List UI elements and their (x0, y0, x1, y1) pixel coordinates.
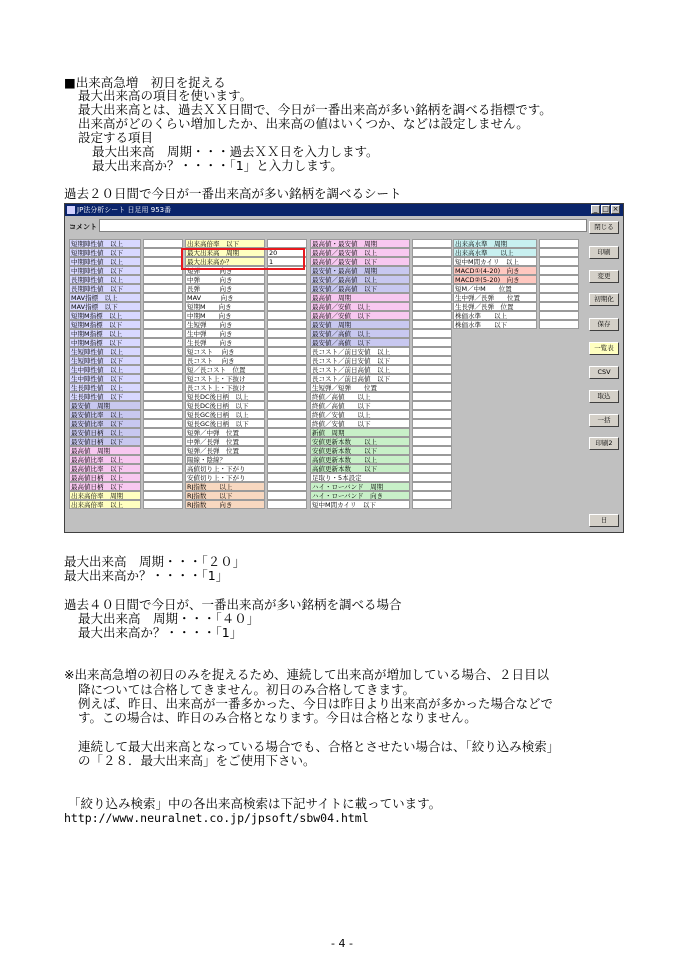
criteria-label: 生短陣性値 以上 (69, 347, 141, 356)
criteria-value-input[interactable] (539, 266, 579, 275)
figure-caption: 過去２０日間で今日が一番出来高が多い銘柄を調べるシート (64, 186, 402, 201)
criteria-label: 最高値 周期 (310, 293, 410, 302)
criteria-label: 生中陣性値 以上 (69, 365, 141, 374)
criteria-value-input[interactable] (267, 284, 307, 293)
criteria-label: 短期M指標 以下 (69, 320, 141, 329)
criteria-value-input[interactable] (143, 266, 183, 275)
criteria-value-input[interactable] (539, 248, 579, 257)
paragraph-line: 最大出来高 周期・・・過去ＸＸ日を入力します。 (92, 144, 379, 159)
criteria-label: 最高値・最安値 周期 (310, 239, 410, 248)
highlight-box (181, 248, 305, 270)
criteria-label: 中弾／長弾 位置 (185, 437, 265, 446)
criteria-value-input[interactable] (143, 383, 183, 392)
criteria-label: 最高値日柄 以下 (69, 482, 141, 491)
criteria-label: 終値／安値 以下 (310, 419, 410, 428)
criteria-value-input[interactable] (412, 248, 452, 257)
criteria-value-input[interactable] (412, 500, 452, 509)
criteria-label: 最安値／最高値 以上 (310, 275, 410, 284)
criteria-value-input[interactable] (412, 311, 452, 320)
criteria-label: 出来高水準 以上 (453, 248, 537, 257)
criteria-label: 最高値 周期 (69, 446, 141, 455)
criteria-value-input[interactable] (267, 446, 307, 455)
criteria-label: 株価水準 以下 (453, 320, 537, 329)
criteria-value-input[interactable] (143, 257, 183, 266)
criteria-value-input[interactable] (412, 293, 452, 302)
criteria-value-input[interactable] (412, 383, 452, 392)
criteria-value-input[interactable] (143, 428, 183, 437)
criteria-label: MACD①(4-20) 向き (453, 266, 537, 275)
criteria-label: 長弾 向き (185, 284, 265, 293)
note-line: ※出来高急増の初日のみを捉えるため、連続して出来高が増加している場合、２日目以 (64, 667, 549, 682)
minimize-icon[interactable]: _ (591, 205, 600, 214)
criteria-label: 最安値比率 以下 (69, 419, 141, 428)
criteria-label: 最高値比率 以上 (69, 455, 141, 464)
criteria-value-input[interactable] (143, 455, 183, 464)
criteria-value-input[interactable] (267, 464, 307, 473)
criteria-label: MACD②(5-20) 向き (453, 275, 537, 284)
app-button[interactable]: 保存 (589, 318, 619, 331)
criteria-label: 短期陣性値 以下 (69, 248, 141, 257)
paragraph-line: 出来高がどのくらい増加したか、出来高の値はいくつか、などは設定しません。 (78, 116, 529, 131)
criteria-value-input[interactable] (267, 329, 307, 338)
criteria-value-input[interactable] (412, 257, 452, 266)
criteria-label: ハイ・ローバンド 向き (310, 491, 410, 500)
criteria-value-input[interactable] (143, 311, 183, 320)
criteria-value-input[interactable] (143, 329, 183, 338)
criteria-value-input[interactable] (267, 320, 307, 329)
criteria-label: 短弾／長弾 位置 (185, 446, 265, 455)
criteria-label: 中期陣性値 以上 (69, 257, 141, 266)
criteria-value-input[interactable] (412, 275, 452, 284)
app-button[interactable]: 閉じる (589, 221, 619, 234)
criteria-value-input[interactable] (143, 302, 183, 311)
app-button[interactable]: 日 (589, 514, 619, 527)
criteria-value-input[interactable] (267, 293, 307, 302)
criteria-label: 終値／安値 以上 (310, 410, 410, 419)
app-button[interactable]: 印刷 (589, 246, 619, 259)
criteria-label: 最高値日柄 以上 (69, 473, 141, 482)
paragraph-line: 設定する項目 (78, 130, 154, 145)
criteria-label: 中弾 向き (185, 275, 265, 284)
criteria-label: 高値切り上・下がり (185, 464, 265, 473)
criteria-label: MAV指標 以上 (69, 293, 141, 302)
app-button[interactable]: 変更 (589, 270, 619, 283)
criteria-value-input[interactable] (267, 392, 307, 401)
example-title: 過去４０日間で今日が、一番出来高が多い銘柄を調べる場合 (64, 597, 402, 612)
criteria-label: 短弾 向き (185, 266, 265, 275)
criteria-label: 出来高水準 周期 (453, 239, 537, 248)
criteria-value-input[interactable] (539, 293, 579, 302)
criteria-value-input[interactable] (412, 374, 452, 383)
app-button[interactable]: 一覧表 (589, 342, 619, 355)
setting-line: 最大出来高か？・・・・「1」 (64, 568, 229, 583)
criteria-label: 陽線・陰線？ (185, 455, 265, 464)
note-line: 例えば、昨日、出来高が一番多かった、今日は昨日より出来高が多かった場合などで (78, 696, 554, 711)
criteria-label: 短コスト 向き (185, 347, 265, 356)
criteria-value-input[interactable] (143, 374, 183, 383)
criteria-label: RJ指数 以下 (185, 491, 265, 500)
criteria-value-input[interactable] (143, 500, 183, 509)
note-line: 降については合格してきません。初日のみ合格してきます。 (78, 682, 416, 697)
note-line: 連続して最大出来高となっている場合でも、合格とさせたい場合は、「絞り込み検索」 (78, 739, 560, 754)
paragraph-line: 最大出来高とは、過去ＸＸ日間で、今日が一番出来高が多い銘柄を調べる指標です。 (78, 102, 552, 117)
criteria-label: 生中弾 向き (185, 329, 265, 338)
criteria-value-input[interactable] (267, 239, 307, 248)
criteria-label: 中期M指標 以上 (69, 329, 141, 338)
criteria-label: 生長陣性値 以下 (69, 392, 141, 401)
comment-label: コメント (69, 223, 97, 231)
criteria-value-input[interactable] (143, 293, 183, 302)
criteria-label: 短長GC後日柄 以下 (185, 419, 265, 428)
criteria-value-input[interactable] (143, 338, 183, 347)
criteria-value-input[interactable] (267, 491, 307, 500)
criteria-label: 長コスト／前日高値 以上 (310, 365, 410, 374)
criteria-value-input[interactable] (412, 302, 452, 311)
criteria-label: 中期M 向き (185, 311, 265, 320)
criteria-value-input[interactable] (143, 464, 183, 473)
criteria-value-input[interactable] (539, 275, 579, 284)
criteria-value-input[interactable] (267, 428, 307, 437)
criteria-value-input[interactable] (267, 437, 307, 446)
comment-input[interactable] (99, 219, 587, 232)
criteria-value-input[interactable] (143, 473, 183, 482)
criteria-label: 短期陣性値 以上 (69, 239, 141, 248)
criteria-label: 生短弾 向き (185, 320, 265, 329)
criteria-label: 最高値／最安値 以上 (310, 248, 410, 257)
criteria-value-input[interactable] (267, 338, 307, 347)
criteria-value-input[interactable] (412, 239, 452, 248)
criteria-value-input[interactable] (143, 320, 183, 329)
criteria-value-input[interactable] (412, 491, 452, 500)
criteria-label: 最大出来高 周期 (185, 248, 265, 257)
criteria-label: ハイ・ローバンド 周期 (310, 482, 410, 491)
criteria-label: 短期M指標 以上 (69, 311, 141, 320)
app-button[interactable]: 初期化 (589, 293, 619, 306)
criteria-label: 短長DC後日柄 以上 (185, 392, 265, 401)
link-intro: 「絞り込み検索」中の各出来高検索は下記サイトに載っています。 (68, 796, 442, 811)
criteria-label: 短長DC後日柄 以下 (185, 401, 265, 410)
criteria-label: 短中M間カイリ 以下 (310, 500, 410, 509)
criteria-label: 最安値 周期 (69, 401, 141, 410)
criteria-label: 生短陣性値 以下 (69, 356, 141, 365)
criteria-value-input[interactable] (143, 284, 183, 293)
criteria-value-input[interactable] (267, 365, 307, 374)
criteria-label: 最高値／最安値 以下 (310, 257, 410, 266)
paragraph-line: 最大出来高の項目を使います。 (78, 88, 253, 103)
criteria-value-input[interactable] (267, 347, 307, 356)
criteria-value-input[interactable] (143, 248, 183, 257)
criteria-value-input[interactable] (143, 392, 183, 401)
criteria-value-input[interactable] (267, 419, 307, 428)
app-button[interactable]: CSV (589, 366, 619, 379)
criteria-label: 生長弾／長弾 位置 (453, 302, 537, 311)
app-button[interactable]: 取込 (589, 390, 619, 403)
criteria-label: 短M／中M 位置 (453, 284, 537, 293)
criteria-label: 出来高倍率 以下 (185, 239, 265, 248)
maximize-icon[interactable]: □ (602, 205, 609, 213)
criteria-value-input[interactable] (143, 365, 183, 374)
criteria-label: 最安値／高値 以下 (310, 338, 410, 347)
criteria-label: 短期M 向き (185, 302, 265, 311)
criteria-label: 中期陣性値 以下 (69, 266, 141, 275)
criteria-label: 安値更新本数 以上 (310, 437, 410, 446)
criteria-label: 最安値／高値 以上 (310, 329, 410, 338)
criteria-value-input[interactable] (412, 473, 452, 482)
criteria-value-input[interactable] (267, 410, 307, 419)
criteria-label: 短中M間カイリ 以上 (453, 257, 537, 266)
criteria-value-input[interactable] (143, 437, 183, 446)
criteria-label: 長コスト／前日安値 以下 (310, 356, 410, 365)
site-url-link[interactable]: http://www.neuralnet.co.jp/jpsoft/sbw04.html (64, 811, 369, 825)
criteria-value-input[interactable] (143, 401, 183, 410)
criteria-label: 最安値 周期 (310, 320, 410, 329)
setting-line: 最大出来高か？・・・・「1」 (78, 625, 243, 640)
criteria-label: 最大出来高か？ (185, 257, 265, 266)
close-icon[interactable]: × (612, 205, 619, 213)
criteria-label: 最高値／安値 以上 (310, 302, 410, 311)
criteria-label: 短弾／中弾 位置 (185, 428, 265, 437)
criteria-value-input[interactable] (267, 374, 307, 383)
criteria-value-input[interactable]: 20 (267, 248, 307, 257)
criteria-value-input[interactable] (412, 401, 452, 410)
criteria-label: 長コスト／前日安値 以上 (310, 347, 410, 356)
criteria-label: RJ指数 向き (185, 500, 265, 509)
criteria-value-input[interactable] (267, 473, 307, 482)
criteria-label: MAV 向き (185, 293, 265, 302)
criteria-label: 生短弾／短弾 位置 (310, 383, 410, 392)
criteria-label: 短コスト上・下抜け (185, 374, 265, 383)
criteria-label: 安値更新本数 以下 (310, 446, 410, 455)
criteria-label: 出来高倍率 以上 (69, 500, 141, 509)
criteria-value-input[interactable] (412, 365, 452, 374)
criteria-value-input[interactable] (539, 284, 579, 293)
criteria-value-input[interactable] (143, 239, 183, 248)
criteria-value-input[interactable] (412, 266, 452, 275)
criteria-label: RJ指数 以上 (185, 482, 265, 491)
criteria-label: 長期陣性値 以上 (69, 275, 141, 284)
note-line: の「２８．最大出来高」をご使用下さい。 (78, 753, 316, 768)
criteria-label: 最高値比率 以下 (69, 464, 141, 473)
paragraph-line: 最大出来高か？・・・・「1」と入力します。 (92, 158, 343, 173)
criteria-value-input[interactable] (412, 446, 452, 455)
criteria-value-input[interactable] (412, 347, 452, 356)
criteria-value-input[interactable] (143, 482, 183, 491)
criteria-label: 足取り・5本設定 (310, 473, 410, 482)
criteria-value-input[interactable] (412, 284, 452, 293)
criteria-label: 最安値／最高値 以下 (310, 284, 410, 293)
criteria-label: 生長陣性値 以上 (69, 383, 141, 392)
criteria-value-input[interactable] (267, 356, 307, 365)
criteria-value-input[interactable] (143, 356, 183, 365)
criteria-label: 長コスト／前日高値 以下 (310, 374, 410, 383)
criteria-value-input[interactable] (267, 500, 307, 509)
criteria-label: 終値／高値 以上 (310, 392, 410, 401)
app-button[interactable]: 印刷2 (589, 437, 619, 450)
criteria-value-input[interactable] (143, 347, 183, 356)
criteria-label: MAV指標 以下 (69, 302, 141, 311)
criteria-label: 最安値日柄 以上 (69, 428, 141, 437)
criteria-label: 最高値／安値 以下 (310, 311, 410, 320)
criteria-value-input[interactable] (143, 419, 183, 428)
setting-line: 最大出来高 周期・・・「２０」 (64, 554, 246, 569)
criteria-label: 生長弾 向き (185, 338, 265, 347)
criteria-value-input[interactable] (412, 410, 452, 419)
criteria-value-input[interactable] (412, 392, 452, 401)
criteria-value-input[interactable] (143, 410, 183, 419)
criteria-value-input[interactable] (412, 464, 452, 473)
criteria-value-input[interactable] (267, 401, 307, 410)
criteria-value-input[interactable] (412, 437, 452, 446)
criteria-label: 長コスト 向き (185, 356, 265, 365)
criteria-label: 短／長コスト 位置 (185, 365, 265, 374)
app-button[interactable]: 一括 (589, 414, 619, 427)
criteria-value-input[interactable] (412, 482, 452, 491)
criteria-label: 中期M指標 以下 (69, 338, 141, 347)
criteria-value-input[interactable] (412, 455, 452, 464)
criteria-label: 長期陣性値 以下 (69, 284, 141, 293)
heading: ■出来高急増 初日を捉える (64, 75, 226, 90)
criteria-value-input[interactable] (412, 428, 452, 437)
criteria-value-input[interactable] (267, 482, 307, 491)
app-title: JP法分析シート 日足用 953番 (77, 206, 172, 214)
criteria-value-input[interactable] (412, 338, 452, 347)
criteria-label: 株価水準 以上 (453, 311, 537, 320)
app-screenshot (64, 203, 624, 533)
criteria-value-input[interactable] (539, 302, 579, 311)
criteria-label: 生中陣性値 以下 (69, 374, 141, 383)
criteria-value-input[interactable] (412, 419, 452, 428)
criteria-label: 生中弾／長弾 位置 (453, 293, 537, 302)
criteria-label: 終値／高値 以下 (310, 401, 410, 410)
criteria-value-input[interactable] (539, 311, 579, 320)
criteria-label: 高値更新本数 以下 (310, 464, 410, 473)
setting-line: 最大出来高 周期・・・「４０」 (78, 611, 260, 626)
criteria-label: 出来高倍率 周期 (69, 491, 141, 500)
criteria-value-input[interactable] (539, 320, 579, 329)
criteria-label: 最安値・最高値 周期 (310, 266, 410, 275)
criteria-value-input[interactable] (539, 257, 579, 266)
criteria-value-input[interactable] (143, 491, 183, 500)
criteria-label: 長コスト上・下抜け (185, 383, 265, 392)
criteria-value-input[interactable] (267, 455, 307, 464)
criteria-value-input[interactable] (143, 275, 183, 284)
criteria-value-input[interactable] (267, 275, 307, 284)
note-line: す。この場合は、昨日のみ合格となります。今日は合格となりません。 (78, 710, 477, 725)
criteria-value-input[interactable] (267, 302, 307, 311)
criteria-value-input[interactable] (539, 239, 579, 248)
app-titlebar (65, 204, 623, 216)
criteria-value-input[interactable] (267, 311, 307, 320)
criteria-value-input[interactable]: 1 (267, 257, 307, 266)
criteria-label: 最安値比率 以上 (69, 410, 141, 419)
criteria-value-input[interactable] (412, 356, 452, 365)
page-number: - 4 - (331, 937, 353, 950)
criteria-value-input[interactable] (267, 383, 307, 392)
criteria-value-input[interactable] (143, 446, 183, 455)
criteria-label: 安値切り上・下がり (185, 473, 265, 482)
criteria-label: 高値更新本数 以上 (310, 455, 410, 464)
criteria-label: 短長GC後日柄 以上 (185, 410, 265, 419)
criteria-value-input[interactable] (412, 329, 452, 338)
criteria-label: 最安値日柄 以下 (69, 437, 141, 446)
criteria-value-input[interactable] (412, 320, 452, 329)
app-icon (67, 206, 75, 214)
criteria-label: 新値 周期 (310, 428, 410, 437)
